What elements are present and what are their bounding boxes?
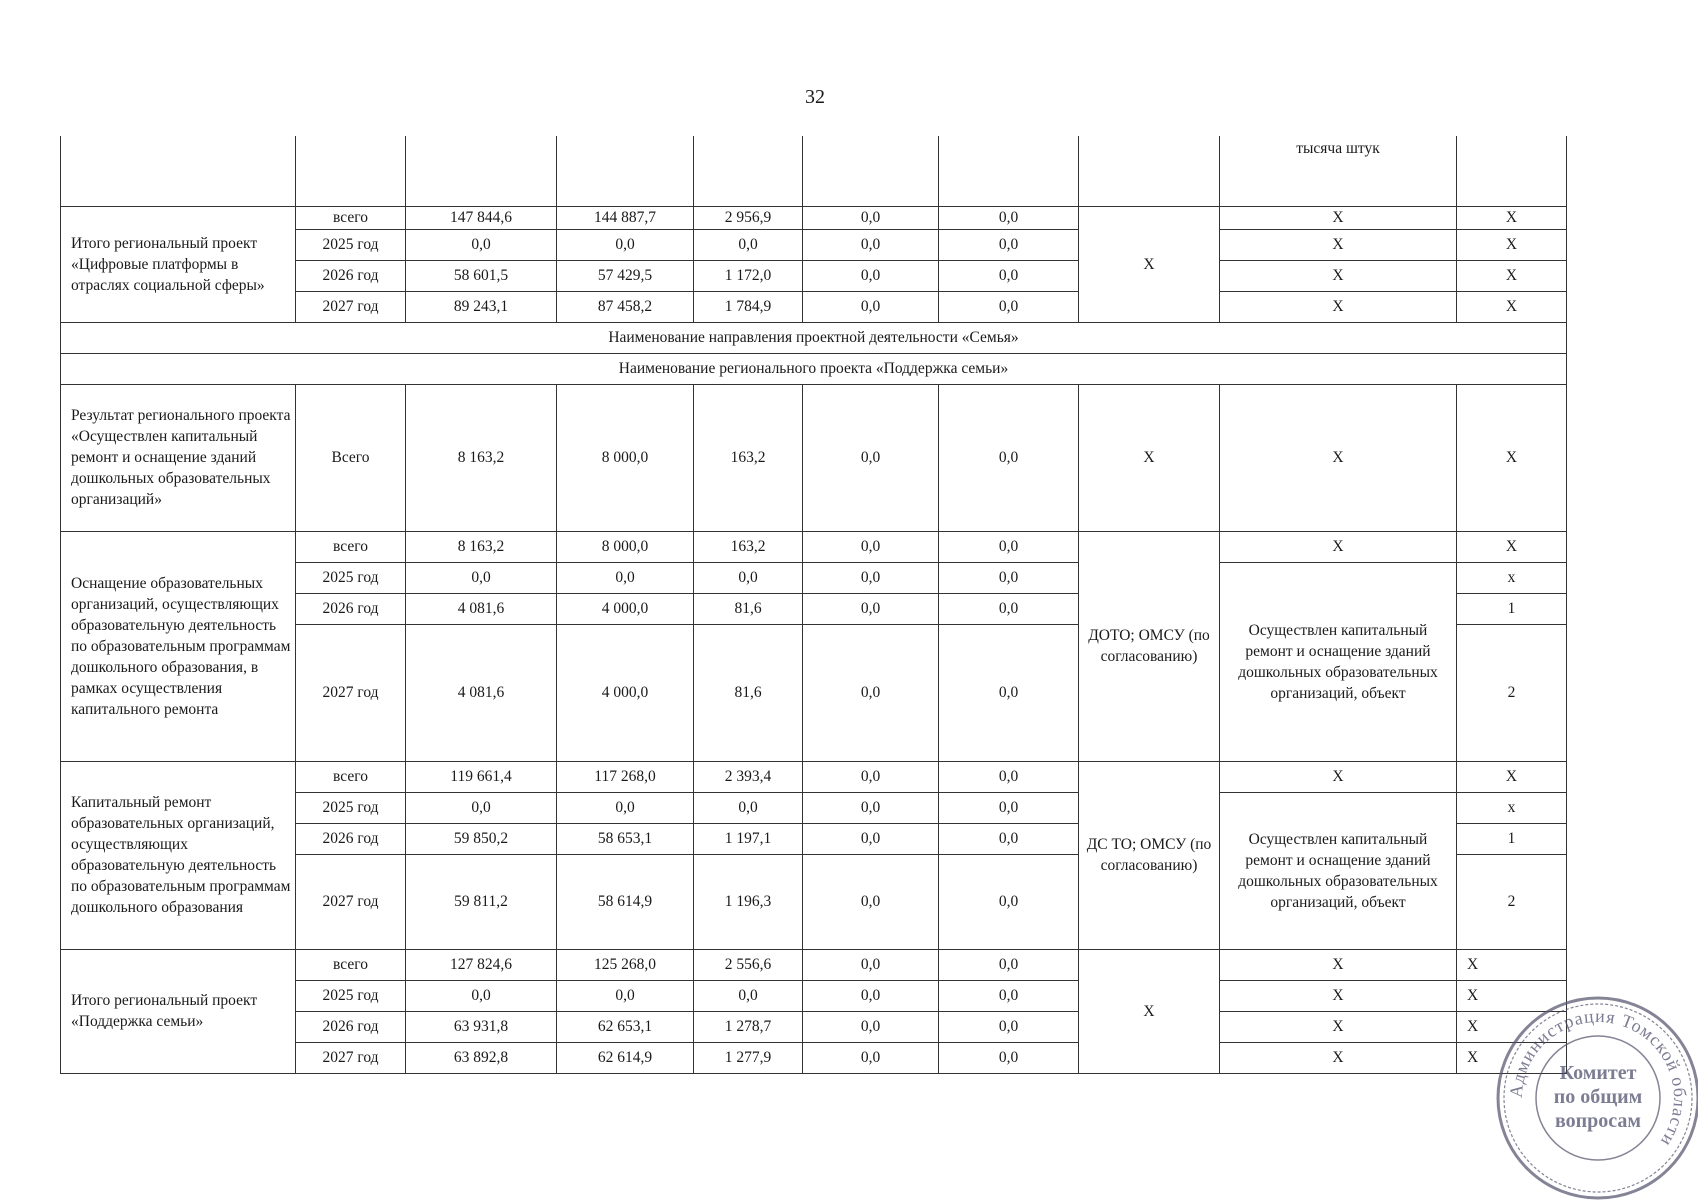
value-cell: 87 458,2 xyxy=(557,291,694,322)
stamp-ring-text: Администрация Томской области xyxy=(1505,1005,1691,1151)
value-cell: 0,0 xyxy=(694,980,803,1011)
period-cell: 2027 год xyxy=(296,1042,406,1073)
value-cell: 0,0 xyxy=(939,823,1079,854)
value-cell: 0,0 xyxy=(939,1042,1079,1073)
indicator-cell: 2 xyxy=(1457,854,1567,949)
value-cell: 0,0 xyxy=(557,229,694,260)
table-row xyxy=(61,353,1567,384)
value-cell: 2 956,9 xyxy=(694,206,803,229)
period-cell: 2026 год xyxy=(296,593,406,624)
value-cell: 0,0 xyxy=(803,1042,939,1073)
period-cell: 2026 год xyxy=(296,260,406,291)
value-cell: 163,2 xyxy=(694,531,803,562)
value-cell: 2 556,6 xyxy=(694,949,803,980)
indicator-cell: X xyxy=(1457,980,1567,1011)
value-cell: 0,0 xyxy=(803,531,939,562)
value-cell: 1 277,9 xyxy=(694,1042,803,1073)
value-cell: 0,0 xyxy=(803,949,939,980)
period-cell: 2026 год xyxy=(296,1011,406,1042)
group-label: Оснащение образовательных организаций, осуществляющих образовательную деятельность по образовательным программам дошкольного образования, в рамках осуществления капитального ремонта xyxy=(61,531,296,761)
value-cell: 4 081,6 xyxy=(406,593,557,624)
period-cell: 2025 год xyxy=(296,980,406,1011)
indicator-cell: x xyxy=(1457,792,1567,823)
value-cell: 0,0 xyxy=(803,260,939,291)
period-cell: всего xyxy=(296,206,406,229)
executor-cell: X xyxy=(1079,949,1220,1073)
table-row xyxy=(61,761,1567,792)
result-text-cell: Осуществлен капитальный ремонт и оснащение зданий дошкольных образовательных организаций, объект xyxy=(1220,792,1457,949)
value-cell: 0,0 xyxy=(803,229,939,260)
table-row xyxy=(61,949,1567,980)
indicator-cell: X xyxy=(1457,206,1567,229)
period-cell: 2026 год xyxy=(296,823,406,854)
value-cell: 0,0 xyxy=(803,761,939,792)
indicator-cell: X xyxy=(1457,1011,1567,1042)
value-cell: 2 393,4 xyxy=(694,761,803,792)
result-cell: X xyxy=(1220,384,1457,531)
period-cell: всего xyxy=(296,761,406,792)
value-cell: 1 172,0 xyxy=(694,260,803,291)
value-cell: 63 892,8 xyxy=(406,1042,557,1073)
value-cell: 1 196,3 xyxy=(694,854,803,949)
value-cell: 163,2 xyxy=(694,384,803,531)
value-cell: 0,0 xyxy=(939,980,1079,1011)
indicator-cell: X xyxy=(1457,384,1567,531)
executor-cell: ДОТО; ОМСУ (по согласованию) xyxy=(1079,531,1220,761)
value-cell: 0,0 xyxy=(939,206,1079,229)
official-stamp xyxy=(1493,993,1698,1203)
value-cell: 0,0 xyxy=(939,1011,1079,1042)
indicator-cell: 2 xyxy=(1457,624,1567,761)
result-label: Результат регионального проекта «Осуществлен капитальный ремонт и оснащение зданий дошкольных образовательных организаций» xyxy=(61,384,296,531)
indicator-cell: X xyxy=(1457,260,1567,291)
value-cell: 1 278,7 xyxy=(694,1011,803,1042)
stamp-line-2: по общим xyxy=(1553,1086,1643,1108)
result-text-cell: Осуществлен капитальный ремонт и оснащение зданий дошкольных образовательных организаций, объект xyxy=(1220,562,1457,761)
value-cell: 0,0 xyxy=(803,291,939,322)
indicator-cell: 1 xyxy=(1457,593,1567,624)
value-cell: 0,0 xyxy=(803,1011,939,1042)
period-cell: 2025 год xyxy=(296,792,406,823)
value-cell: 0,0 xyxy=(406,562,557,593)
value-cell: 0,0 xyxy=(939,624,1079,761)
period-cell: 2027 год xyxy=(296,291,406,322)
value-cell: 0,0 xyxy=(939,562,1079,593)
value-cell: 0,0 xyxy=(803,624,939,761)
value-cell: 0,0 xyxy=(939,593,1079,624)
value-cell: 0,0 xyxy=(694,562,803,593)
period-cell: 2027 год xyxy=(296,854,406,949)
value-cell: 63 931,8 xyxy=(406,1011,557,1042)
value-cell: 81,6 xyxy=(694,593,803,624)
value-cell: 8 163,2 xyxy=(406,531,557,562)
table-row xyxy=(61,384,1567,531)
table-row xyxy=(61,206,1567,229)
result-cell: X xyxy=(1220,1042,1457,1073)
result-cell: X xyxy=(1220,291,1457,322)
period-cell: 2025 год xyxy=(296,229,406,260)
value-cell: 0,0 xyxy=(939,384,1079,531)
value-cell: 0,0 xyxy=(803,854,939,949)
period-cell: 2025 год xyxy=(296,562,406,593)
indicator-cell: X xyxy=(1457,229,1567,260)
value-cell: 89 243,1 xyxy=(406,291,557,322)
value-cell: 0,0 xyxy=(803,792,939,823)
value-cell: 1 784,9 xyxy=(694,291,803,322)
value-cell: 0,0 xyxy=(939,949,1079,980)
group-label: Капитальный ремонт образовательных организаций, осуществляющих образовательную деятельность по образовательным программам дошкольного образования xyxy=(61,761,296,949)
indicator-cell: X xyxy=(1457,949,1567,980)
executor-cell: X xyxy=(1079,384,1220,531)
group-label: Итого региональный проект «Поддержка семьи» xyxy=(61,949,296,1073)
carryover-unit: тысяча штук xyxy=(1220,136,1457,206)
value-cell: 125 268,0 xyxy=(557,949,694,980)
value-cell: 0,0 xyxy=(406,229,557,260)
indicator-cell: 1 xyxy=(1457,823,1567,854)
period-cell: 2027 год xyxy=(296,624,406,761)
value-cell: 0,0 xyxy=(939,761,1079,792)
value-cell: 8 000,0 xyxy=(557,531,694,562)
period-cell: Всего xyxy=(296,384,406,531)
value-cell: 4 081,6 xyxy=(406,624,557,761)
indicator-cell: X xyxy=(1457,761,1567,792)
indicator-cell: X xyxy=(1457,291,1567,322)
period-cell: всего xyxy=(296,949,406,980)
result-cell: X xyxy=(1220,980,1457,1011)
value-cell: 0,0 xyxy=(939,291,1079,322)
result-cell: X xyxy=(1220,206,1457,229)
value-cell: 58 653,1 xyxy=(557,823,694,854)
value-cell: 59 850,2 xyxy=(406,823,557,854)
value-cell: 0,0 xyxy=(803,980,939,1011)
value-cell: 57 429,5 xyxy=(557,260,694,291)
value-cell: 59 811,2 xyxy=(406,854,557,949)
value-cell: 0,0 xyxy=(939,854,1079,949)
value-cell: 0,0 xyxy=(803,562,939,593)
table-row xyxy=(61,136,1567,206)
value-cell: 81,6 xyxy=(694,624,803,761)
value-cell: 0,0 xyxy=(803,384,939,531)
indicator-cell: X xyxy=(1457,531,1567,562)
table-row xyxy=(61,322,1567,353)
value-cell: 62 653,1 xyxy=(557,1011,694,1042)
value-cell: 0,0 xyxy=(803,823,939,854)
value-cell: 4 000,0 xyxy=(557,593,694,624)
result-cell: X xyxy=(1220,949,1457,980)
stamp-line-1: Комитет xyxy=(1559,1062,1637,1084)
value-cell: 144 887,7 xyxy=(557,206,694,229)
value-cell: 0,0 xyxy=(406,792,557,823)
project-heading: Наименование регионального проекта «Поддержка семьи» xyxy=(61,353,1567,384)
value-cell: 0,0 xyxy=(803,593,939,624)
value-cell: 1 197,1 xyxy=(694,823,803,854)
executor-cell: X xyxy=(1079,206,1220,322)
value-cell: 0,0 xyxy=(939,260,1079,291)
result-cell: X xyxy=(1220,260,1457,291)
result-cell: X xyxy=(1220,1011,1457,1042)
value-cell: 0,0 xyxy=(406,980,557,1011)
period-cell: всего xyxy=(296,531,406,562)
indicator-cell: X xyxy=(1457,1042,1567,1073)
value-cell: 127 824,6 xyxy=(406,949,557,980)
table-row xyxy=(61,531,1567,562)
section-heading: Наименование направления проектной деятельности «Семья» xyxy=(61,322,1567,353)
budget-table xyxy=(60,136,1567,1074)
value-cell: 0,0 xyxy=(939,792,1079,823)
group-label: Итого региональный проект «Цифровые платформы в отраслях социальной сферы» xyxy=(61,206,296,322)
value-cell: 117 268,0 xyxy=(557,761,694,792)
page-number: 32 xyxy=(805,86,825,108)
value-cell: 0,0 xyxy=(939,229,1079,260)
value-cell: 8 163,2 xyxy=(406,384,557,531)
executor-cell: ДС ТО; ОМСУ (по согласованию) xyxy=(1079,761,1220,949)
value-cell: 8 000,0 xyxy=(557,384,694,531)
result-cell: X xyxy=(1220,229,1457,260)
value-cell: 58 601,5 xyxy=(406,260,557,291)
value-cell: 4 000,0 xyxy=(557,624,694,761)
value-cell: 0,0 xyxy=(557,980,694,1011)
value-cell: 119 661,4 xyxy=(406,761,557,792)
result-cell: X xyxy=(1220,761,1457,792)
value-cell: 0,0 xyxy=(803,206,939,229)
value-cell: 62 614,9 xyxy=(557,1042,694,1073)
indicator-cell: x xyxy=(1457,562,1567,593)
value-cell: 0,0 xyxy=(939,531,1079,562)
value-cell: 0,0 xyxy=(694,229,803,260)
value-cell: 147 844,6 xyxy=(406,206,557,229)
value-cell: 0,0 xyxy=(557,792,694,823)
value-cell: 58 614,9 xyxy=(557,854,694,949)
result-cell: X xyxy=(1220,531,1457,562)
stamp-line-3: вопросам xyxy=(1554,1110,1642,1132)
value-cell: 0,0 xyxy=(694,792,803,823)
value-cell: 0,0 xyxy=(557,562,694,593)
